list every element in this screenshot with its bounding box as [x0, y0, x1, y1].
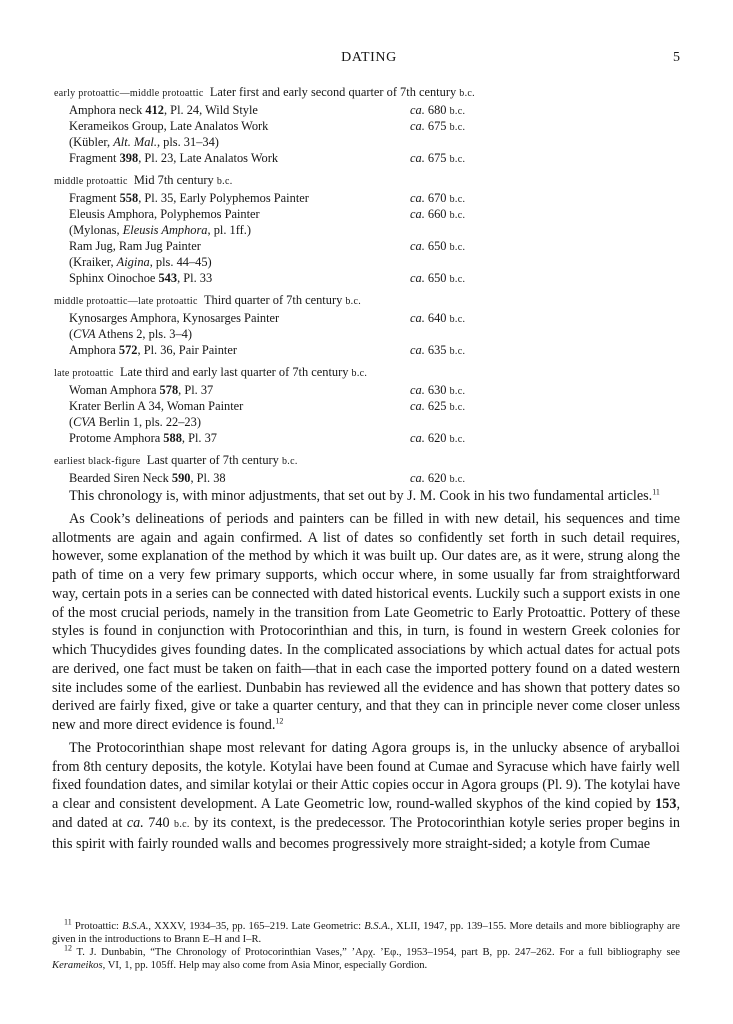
circa-label: ca.	[126, 814, 144, 831]
bc-label: b.c.	[449, 242, 466, 253]
entry-date	[410, 342, 465, 360]
entry-text: Bearded Siren Neck	[69, 471, 172, 485]
entry-text: Kynosarges Amphora, Kynosarges Painter	[69, 311, 280, 325]
chronology-entry	[54, 382, 684, 398]
footnote-11	[52, 917, 680, 946]
entry-text: Woman Amphora	[69, 383, 160, 397]
date-value: 680	[427, 103, 447, 117]
chronology-entry	[54, 398, 684, 414]
entry-description	[69, 414, 201, 430]
chronology-entry	[54, 414, 684, 430]
circa-label: ca.	[410, 431, 425, 445]
chronology-entry	[54, 326, 684, 342]
entry-text: (Kübler,	[69, 135, 114, 149]
chronology-entry	[54, 430, 684, 446]
period-group	[54, 172, 684, 286]
bc-label: b.c.	[449, 402, 466, 413]
circa-label: ca.	[410, 311, 425, 325]
journal-title: B.S.A.	[364, 921, 391, 932]
entry-date	[410, 430, 465, 448]
entry-text: (Kraiker,	[69, 255, 117, 269]
footnote-ref-11[interactable]: 11	[652, 487, 660, 497]
entry-text: , Pl. 33	[177, 271, 213, 285]
catalogue-number: 543	[158, 271, 178, 285]
bc-label: b.c.	[449, 194, 466, 205]
footnote-text: , VI, 1, pp. 105ff. Help may also come from Asia Minor, especially Gordion.	[102, 960, 428, 971]
entry-text: Ram Jug, Ram Jug Painter	[69, 239, 201, 253]
period-heading	[54, 452, 684, 470]
period-group	[54, 364, 684, 446]
catalogue-number: 558	[119, 191, 139, 205]
chronology-entry	[54, 470, 684, 486]
bc-label: b.c.	[449, 386, 466, 397]
circa-label: ca.	[410, 151, 425, 165]
entry-text: , pls. 44–45)	[149, 255, 212, 269]
bc-label: b.c.	[449, 474, 466, 485]
period-name: early protoattic—middle protoattic	[54, 88, 204, 99]
entry-description	[69, 342, 237, 358]
chronology-entry	[54, 102, 684, 118]
entry-text: Sphinx Oinochoe	[69, 271, 159, 285]
entry-description	[69, 102, 258, 118]
date-value: 650	[427, 239, 447, 253]
period-dating: Third quarter of 7th century	[203, 293, 343, 307]
circa-label: ca.	[410, 383, 425, 397]
bc-label: b.c.	[449, 210, 466, 221]
circa-label: ca.	[410, 271, 425, 285]
chronology-entry	[54, 254, 684, 270]
footnote-number: 12	[64, 943, 72, 953]
entry-text: Amphora	[69, 343, 119, 357]
footnote-number: 11	[64, 917, 72, 927]
bc-label: b.c.	[174, 818, 190, 830]
entry-description	[69, 118, 268, 134]
paragraph-2	[52, 510, 680, 735]
entry-text: Eleusis Amphora, Polyphemos Painter	[69, 207, 260, 221]
bc-label: b.c.	[449, 122, 466, 133]
entry-text: , Pl. 37	[181, 431, 218, 445]
entry-date	[410, 150, 465, 168]
entry-description	[69, 470, 226, 486]
date-value: 635	[427, 343, 447, 357]
chronology-entry	[54, 222, 684, 238]
period-dating: Later first and early second quarter of 7th century	[209, 85, 457, 99]
circa-label: ca.	[410, 343, 425, 357]
entry-text: , Pl. 24, Wild Style	[163, 103, 258, 117]
bc-label: b.c.	[449, 106, 466, 117]
period-dating: Late third and early last quarter of 7th century	[119, 365, 349, 379]
entry-text: Athens 2, pls. 3–4)	[95, 327, 192, 341]
chronology-entry	[54, 310, 684, 326]
period-group	[54, 292, 684, 358]
date-value: 620	[427, 471, 447, 485]
catalogue-number: 412	[145, 103, 164, 117]
period-heading	[54, 364, 684, 382]
entry-date	[410, 470, 465, 488]
reference-title: Aigina	[116, 255, 150, 269]
catalogue-number: 578	[159, 383, 179, 397]
entry-text: (	[69, 415, 74, 429]
bc-label: b.c.	[459, 88, 475, 99]
entry-text: Protome Amphora	[69, 431, 164, 445]
entry-description	[69, 398, 243, 414]
entry-text: Fragment	[69, 191, 120, 205]
footnote-text: , XXXV, 1934–35, pp. 165–219. Late Geometric:	[148, 921, 365, 932]
circa-label: ca.	[410, 399, 425, 413]
period-name: late protoattic	[54, 368, 114, 379]
date-value: 660	[427, 207, 447, 221]
entry-description	[69, 238, 201, 254]
chronology-entry	[54, 134, 684, 150]
entry-text: Kerameikos Group, Late Analatos Work	[69, 119, 269, 133]
chronology-entry	[54, 190, 684, 206]
date-value: 670	[427, 191, 447, 205]
entry-text: , Pl. 38	[190, 471, 226, 485]
chronology-entry	[54, 238, 684, 254]
circa-label: ca.	[410, 471, 425, 485]
circa-label: ca.	[410, 191, 425, 205]
period-heading	[54, 292, 684, 310]
paragraph-3	[52, 739, 680, 854]
entry-description	[69, 150, 278, 166]
footnote-text: Protoattic:	[71, 921, 123, 932]
date-value: 740	[143, 814, 175, 831]
entry-text: Fragment	[69, 151, 120, 165]
reference-title: Alt. Mal.	[113, 135, 157, 149]
footnote-text: T. J. Dunbabin, “The Chronology of Protocorinthian Vases,” ’Αρχ. ’Εφ., 1953–1954, part B, pp. 247–262. For a full bibliography see	[72, 947, 680, 958]
entry-text: (	[69, 327, 74, 341]
book-title: Kerameikos	[52, 960, 103, 971]
reference-title: CVA	[73, 415, 96, 429]
entry-text: Berlin 1, pls. 22–23)	[95, 415, 201, 429]
bc-label: b.c.	[216, 176, 233, 187]
entry-description	[69, 310, 279, 326]
date-value: 630	[427, 383, 447, 397]
bc-label: b.c.	[351, 368, 368, 379]
chronology-entry	[54, 206, 684, 222]
entry-date	[410, 270, 465, 288]
entry-description	[69, 134, 219, 150]
paragraph-3-text: The Protocorinthian shape most relevant for dating Agora groups is, in the unlucky absence of aryballoi from 8th century deposits, the kotyle. Kotylai have been found at Cumae and Syracuse which have fairly well fixed foundation dates, and similar kotylai or their Attic copies occur in Agora groups (Pl. 9). The kotylai have a clear and consistent development. A Late Geometric low, round-walled skyphos of the kind copied by	[52, 739, 680, 812]
bc-label: b.c.	[449, 154, 466, 165]
catalogue-number: 572	[118, 343, 138, 357]
bc-label: b.c.	[449, 274, 466, 285]
bc-label: b.c.	[449, 346, 466, 357]
bc-label: b.c.	[449, 434, 466, 445]
entry-description	[69, 254, 212, 270]
paragraph-1-text: This chronology is, with minor adjustments, that set out by J. M. Cook in his two fundamental articles.	[69, 488, 653, 504]
period-heading	[54, 172, 684, 190]
journal-title: B.S.A.	[122, 921, 149, 932]
entry-description	[69, 190, 309, 206]
entry-description	[69, 222, 251, 238]
chronology-entry	[54, 150, 684, 166]
date-value: 620	[427, 431, 447, 445]
entry-text: , pl. 1ff.)	[207, 223, 251, 237]
paragraph-1	[52, 487, 680, 506]
catalogue-number: 588	[163, 431, 182, 445]
running-header	[58, 50, 680, 68]
page-number: 5	[673, 50, 680, 65]
entry-text: Krater Berlin A 34, Woman Painter	[69, 399, 244, 413]
entry-text: , Pl. 36, Pair Painter	[137, 343, 237, 357]
chronology-list	[54, 84, 684, 492]
catalogue-number: 398	[119, 151, 139, 165]
entry-text: , Pl. 35, Early Polyphemos Painter	[138, 191, 309, 205]
period-heading	[54, 84, 684, 102]
entry-description	[69, 206, 260, 222]
body-text	[52, 487, 680, 857]
bc-label: b.c.	[449, 314, 466, 325]
footnote-ref-12[interactable]: 12	[275, 716, 284, 726]
entry-description	[69, 326, 192, 342]
catalogue-number: 590	[171, 471, 191, 485]
period-dating: Last quarter of 7th century	[146, 453, 279, 467]
entry-text: , pls. 31–34)	[156, 135, 219, 149]
date-value: 640	[427, 311, 447, 325]
paragraph-3-text: , and dated at	[52, 796, 680, 831]
entry-text: , Pl. 37	[178, 383, 214, 397]
period-name: middle protoattic—late protoattic	[54, 296, 198, 307]
chronology-entry	[54, 270, 684, 286]
catalogue-number: 153	[655, 796, 677, 812]
reference-title: Eleusis Amphora	[122, 223, 208, 237]
period-name: earliest black-figure	[54, 456, 141, 467]
period-group	[54, 84, 684, 166]
circa-label: ca.	[410, 239, 425, 253]
period-dating: Mid 7th century	[133, 173, 214, 187]
entry-text: (Mylonas,	[69, 223, 123, 237]
circa-label: ca.	[410, 207, 425, 221]
date-value: 625	[427, 399, 447, 413]
circa-label: ca.	[410, 119, 425, 133]
paragraph-2-text: As Cook’s delineations of periods and painters can be filled in with new detail, his sequences and time allotments are again and again confirmed. A list of dates so confidently set forth in such detail requires, however, some explanation of the method by which it was built up. Our dates are, as it were, strung along the path of time on a very few primary supports, which occur where, in some usually far from straightforward way, certain pots in a series can be connected with dated historical events. Luckily such a support exists in one of the most crucial periods, namely in the transition from Late Geometric to Early Protoattic. Pottery of these styles is found in conjunction with Protocorinthian and this, in turn, is found in western Greek colonies for which Thucydides gives founding dates. In the complicated associations by which actual dates for actual pots are derived, one fact must be taken on faith—that in each case the imported pottery found on a dated western site includes some of the earliest. Dunbabin has reviewed all the evidence and has shown that pottery dates so derived are fairly fixed, give or take a quarter century, and that they can in principle never come closer unless new and more direct evidence is found.	[52, 510, 680, 733]
entry-description	[69, 430, 217, 446]
date-value: 650	[427, 271, 447, 285]
footnotes	[52, 917, 680, 972]
running-title: DATING	[341, 50, 397, 65]
bc-label: b.c.	[281, 456, 298, 467]
footnote-text: , XLII, 1947, pp. 139–155. More details and more bibliography are given in the introductions to Brann E–H and I–R.	[52, 921, 680, 945]
chronology-entry	[54, 118, 684, 134]
entry-text: , Pl. 23, Late Analatos Work	[138, 151, 279, 165]
entry-description	[69, 270, 212, 286]
date-value: 675	[427, 119, 447, 133]
entry-description	[69, 382, 213, 398]
paragraph-3-text: by its context, is the predecessor. The Protocorinthian kotyle series proper begins in this spirit with fairly rounded walls and becomes progressively more straight-sided; a kotyle from Cumae	[52, 814, 681, 852]
circa-label: ca.	[410, 103, 425, 117]
entry-text: Amphora neck	[69, 103, 146, 117]
chronology-entry	[54, 342, 684, 358]
date-value: 675	[427, 151, 447, 165]
reference-title: CVA	[73, 327, 96, 341]
period-name: middle protoattic	[54, 176, 128, 187]
period-group	[54, 452, 684, 486]
bc-label: b.c.	[345, 296, 362, 307]
footnote-12	[52, 943, 680, 972]
